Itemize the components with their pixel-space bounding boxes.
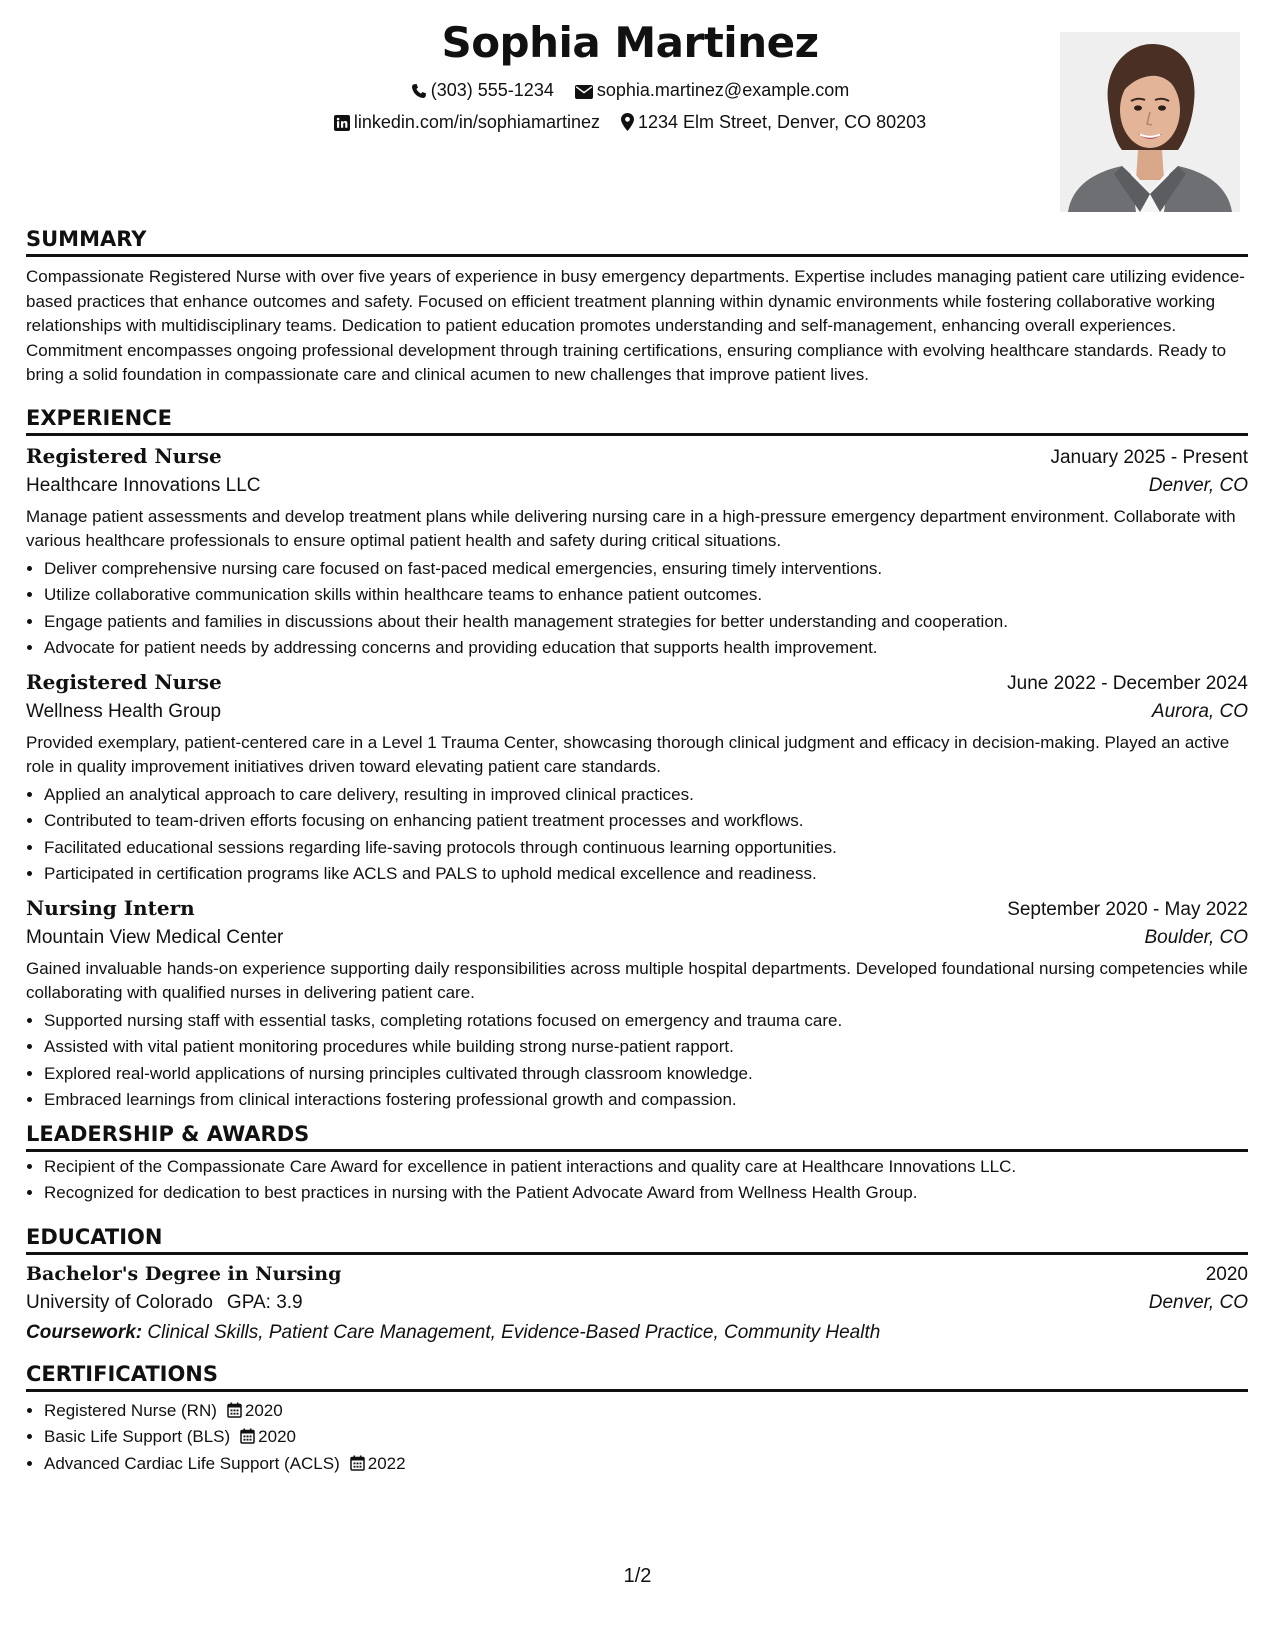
award-item: • Recognized for dedication to best practices in nursing with the Patient Advocate Award from Wellness Health Group.	[44, 1180, 1248, 1207]
job-description: Manage patient assessments and develop treatment plans while delivering nursing care in a high-pressure emergency department environment. Collaborate with various healthcare professionals to ensure optimal patient health and safety during critical situations.	[26, 506, 1236, 550]
coursework-label: Coursework:	[26, 1321, 143, 1343]
job-bullet: • Facilitated educational sessions regarding life-saving protocols through continuous learning opportunities.	[44, 835, 1248, 862]
coursework-line	[26, 1322, 1248, 1344]
resume-body	[26, 227, 1248, 1495]
job-title: Nursing Intern	[26, 895, 195, 920]
award-item: • Recipient of the Compassionate Care Award for excellence in patient interactions and quality care at Healthcare Innovations LLC.	[44, 1154, 1248, 1181]
certification-name: Advanced Cardiac Life Support (ACLS)	[44, 1453, 340, 1473]
job-bullet-list	[26, 1008, 1248, 1114]
job-bullet: • Deliver comprehensive nursing care focused on fast-paced medical emergencies, ensuring timely interventions.	[44, 556, 1248, 583]
awards-section	[26, 1122, 1248, 1207]
job-dates: January 2025 - Present	[1050, 446, 1248, 468]
phone-icon	[411, 83, 427, 99]
linkedin-text: linkedin.com/in/sophiamartinez	[353, 112, 600, 132]
job-location: Aurora, CO	[1151, 700, 1248, 722]
job-bullet: • Participated in certification programs like ACLS and PALS to uphold medical excellence and readiness.	[44, 861, 1248, 888]
job-bullet-list	[26, 556, 1248, 662]
awards-list	[26, 1154, 1248, 1207]
job-bullet-list	[26, 782, 1248, 888]
address-text: 1234 Elm Street, Denver, CO 80203	[637, 112, 927, 132]
linkedin-contact	[334, 112, 600, 133]
calendar-icon	[227, 1402, 242, 1418]
candidate-name: Sophia Martinez	[441, 18, 819, 67]
summary-heading: SUMMARY	[26, 227, 1248, 257]
calendar-icon	[240, 1428, 255, 1444]
school-name: University of Colorado	[26, 1291, 213, 1313]
job-entry	[26, 444, 1248, 662]
job-entry	[26, 896, 1248, 1114]
job-location: Denver, CO	[1148, 474, 1248, 496]
awards-heading: LEADERSHIP & AWARDS	[26, 1122, 1248, 1152]
school-line	[26, 1292, 303, 1314]
job-bullet: • Advocate for patient needs by addressing concerns and providing education that supports health improvement.	[44, 635, 1248, 662]
job-bullet: • Engage patients and families in discussions about their health management strategies for better understanding and cooperation.	[44, 609, 1248, 636]
envelope-icon	[575, 85, 593, 99]
map-pin-icon	[621, 113, 634, 131]
certification-name: Basic Life Support (BLS)	[44, 1427, 231, 1446]
education-section	[26, 1225, 1248, 1344]
job-entry	[26, 670, 1248, 888]
job-employer: Wellness Health Group	[26, 700, 222, 722]
education-heading: EDUCATION	[26, 1225, 1248, 1255]
school-location: Denver, CO	[1148, 1291, 1248, 1313]
gpa-value: GPA: 3.9	[226, 1291, 303, 1313]
certification-name: Registered Nurse (RN)	[44, 1400, 217, 1420]
job-bullet: • Contributed to team-driven efforts focusing on enhancing patient treatment processes and workflows.	[44, 808, 1248, 835]
phone-contact	[411, 80, 554, 101]
calendar-icon	[350, 1455, 365, 1471]
certification-year: 2020	[244, 1400, 283, 1420]
job-bullet: • Explored real-world applications of nursing principles cultivated through classroom knowledge.	[44, 1061, 1248, 1088]
job-title: Registered Nurse	[26, 443, 222, 468]
address-contact	[621, 112, 926, 133]
job-bullet: • Assisted with vital patient monitoring procedures while building strong nurse-patient rapport.	[44, 1034, 1248, 1061]
degree-name: Bachelor's Degree in Nursing	[26, 1262, 342, 1285]
job-description: Gained invaluable hands-on experience supporting daily responsibilities across multiple hospital departments. Developed foundational nursing competencies while collaborating with qualified nurses in delivering patient care.	[26, 958, 1248, 1002]
certification-item	[44, 1424, 1248, 1451]
linkedin-icon	[334, 115, 350, 131]
certifications-list	[26, 1398, 1248, 1478]
job-dates: September 2020 - May 2022	[1007, 898, 1248, 920]
job-bullet: • Applied an analytical approach to care delivery, resulting in improved clinical practices.	[44, 782, 1248, 809]
certification-item	[44, 1398, 1248, 1425]
email-text: sophia.martinez@example.com	[596, 80, 850, 100]
experience-section	[26, 406, 1248, 1114]
certifications-heading: CERTIFICATIONS	[26, 1362, 1248, 1392]
email-contact	[575, 80, 849, 101]
job-description: Provided exemplary, patient-centered care in a Level 1 Trauma Center, showcasing thorough clinical judgment and efficacy in decision-making. Played an active role in quality improvement initiatives driven toward elevating patient care standards.	[26, 732, 1230, 776]
profile-portrait-icon	[1060, 32, 1240, 212]
profile-photo	[1060, 32, 1240, 212]
certification-year: 2022	[367, 1453, 406, 1473]
phone-text: (303) 555-1234	[430, 80, 554, 100]
job-employer: Mountain View Medical Center	[26, 926, 284, 948]
graduation-year: 2020	[1205, 1263, 1248, 1285]
job-title: Registered Nurse	[26, 669, 222, 694]
job-bullet: • Supported nursing staff with essential tasks, completing rotations focused on emergency and trauma care.	[44, 1008, 1248, 1035]
job-bullet: • Utilize collaborative communication skills within healthcare teams to enhance patient outcomes.	[44, 582, 1248, 609]
certification-item	[44, 1451, 1248, 1478]
certifications-section	[26, 1362, 1248, 1478]
page-number: 1/2	[623, 1565, 652, 1587]
resume-header	[0, 0, 1275, 215]
job-bullet: • Embraced learnings from clinical interactions fostering professional growth and compassion.	[44, 1087, 1248, 1114]
experience-heading: EXPERIENCE	[26, 406, 1248, 436]
job-dates: June 2022 - December 2024	[1007, 672, 1248, 694]
job-employer: Healthcare Innovations LLC	[26, 474, 261, 496]
summary-text: Compassionate Registered Nurse with over five years of experience in busy emergency departments. Expertise includes managing patient care utilizing evidence-based practices that enhance outcomes and safety. Focused on efficient treatment planning within dynamic environments while fostering collaborative working relationships with multidisciplinary teams. Dedication to patient education promotes understanding and self-management, enhancing overall experiences. Commitment encompasses ongoing professional development through training certifications, ensuring compliance with evolving healthcare standards. Ready to bring a solid foundation in compassionate care and clinical acumen to new challenges that improve patient lives.	[26, 267, 1245, 384]
certification-year: 2020	[258, 1427, 296, 1446]
summary-section	[26, 227, 1248, 388]
job-location: Boulder, CO	[1144, 926, 1248, 948]
coursework-text: Clinical Skills, Patient Care Management, Evidence-Based Practice, Community Health	[147, 1321, 881, 1343]
